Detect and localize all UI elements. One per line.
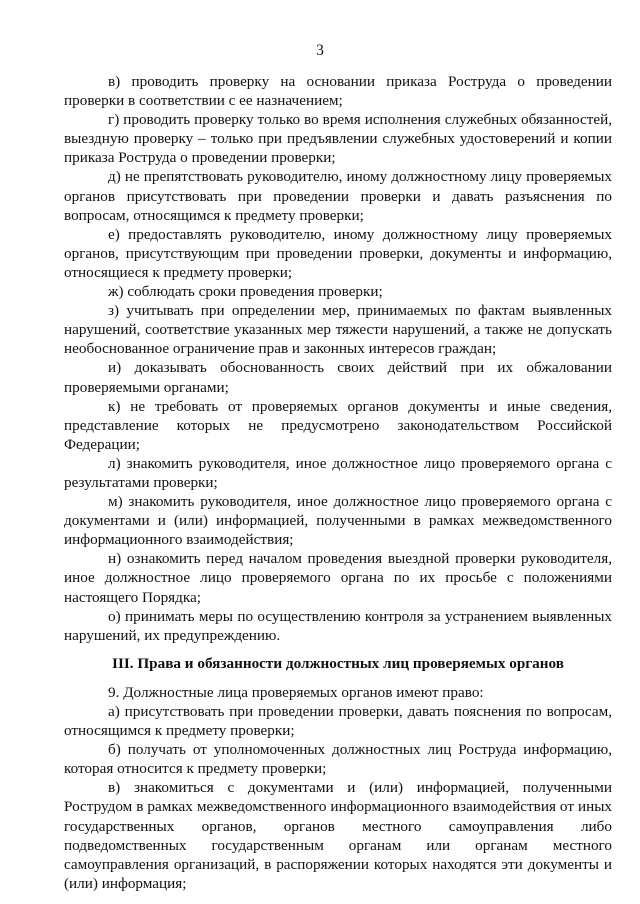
section-heading: III. Права и обязанности должностных лиц проверяемых органов — [112, 654, 564, 672]
duty-item-l: л) знакомить руководителя, иное должностное лицо проверяемого органа с результатами проверки; — [64, 454, 612, 491]
duty-item-i: и) доказывать обоснованность своих действий при их обжаловании проверяемыми органами; — [64, 359, 612, 396]
duty-item-n: н) ознакомить перед началом проведения выездной проверки руководителя, иное должностное лицо проверяемого органа по их просьбе с положениями настоящего Порядка; — [64, 550, 612, 606]
duty-item-o: о) принимать меры по осуществлению контроля за устранением выявленных нарушений, их предупреждению. — [64, 607, 612, 644]
duty-item-z: з) учитывать при определении мер, принимаемых по фактам выявленных нарушений, соответствие указанных мер тяжести нарушений, а также не допускать необоснованное ограничение прав и законных интересов граждан; — [64, 302, 612, 358]
document-body — [64, 72, 612, 893]
duty-item-m: м) знакомить руководителя, иное должностное лицо проверяемого органа с документами и (или) информацией, полученными в рамках межведомственного информационного взаимодействия; — [64, 493, 612, 549]
duties-list — [64, 72, 612, 645]
duty-item-v: в) проводить проверку на основании приказа Роструда о проведении проверки в соответствии с ее назначением; — [64, 73, 612, 110]
clause-9-intro: 9. Должностные лица проверяемых органов имеют право: — [108, 683, 484, 701]
duty-item-d: д) не препятствовать руководителю, иному должностному лицу проверяемых органов присутствовать при проведении проверки и давать разъяснения по вопросам, относящимся к предмету проверки; — [64, 168, 612, 224]
duty-item-k: к) не требовать от проверяемых органов документы и иные сведения, представление которых не предусмотрено законодательством Российской Федерации; — [64, 397, 612, 453]
right-item-a: а) присутствовать при проведении проверки, давать пояснения по вопросам, относящимся к предмету проверки; — [64, 703, 612, 740]
duty-item-zh: ж) соблюдать сроки проведения проверки; — [108, 283, 383, 301]
duty-item-e: е) предоставлять руководителю, иному должностному лицу проверяемых органов, присутствующим при проведении проверки, документы и информацию, относящиеся к предмету проверки; — [64, 225, 612, 281]
right-item-v: в) знакомиться с документами и (или) информацией, полученными Рострудом в рамках межведомственного информационного взаимодействия от иных государственных органов, органов местного самоуправления либо подведомственных государственным органам или органам местного самоуправления организаций, в распоряжении которых находятся эти документы и (или) информация; — [64, 779, 612, 892]
right-item-b: б) получать от уполномоченных должностных лиц Роструда информацию, которая относится к предмету проверки; — [64, 741, 612, 778]
rights-list — [64, 683, 612, 893]
page-number: 3 — [316, 42, 324, 59]
duty-item-g: г) проводить проверку только во время исполнения служебных обязанностей, выездную проверку – только при предъявлении служебных удостоверений и копии приказа Роструда о проведении проверки; — [64, 111, 612, 167]
